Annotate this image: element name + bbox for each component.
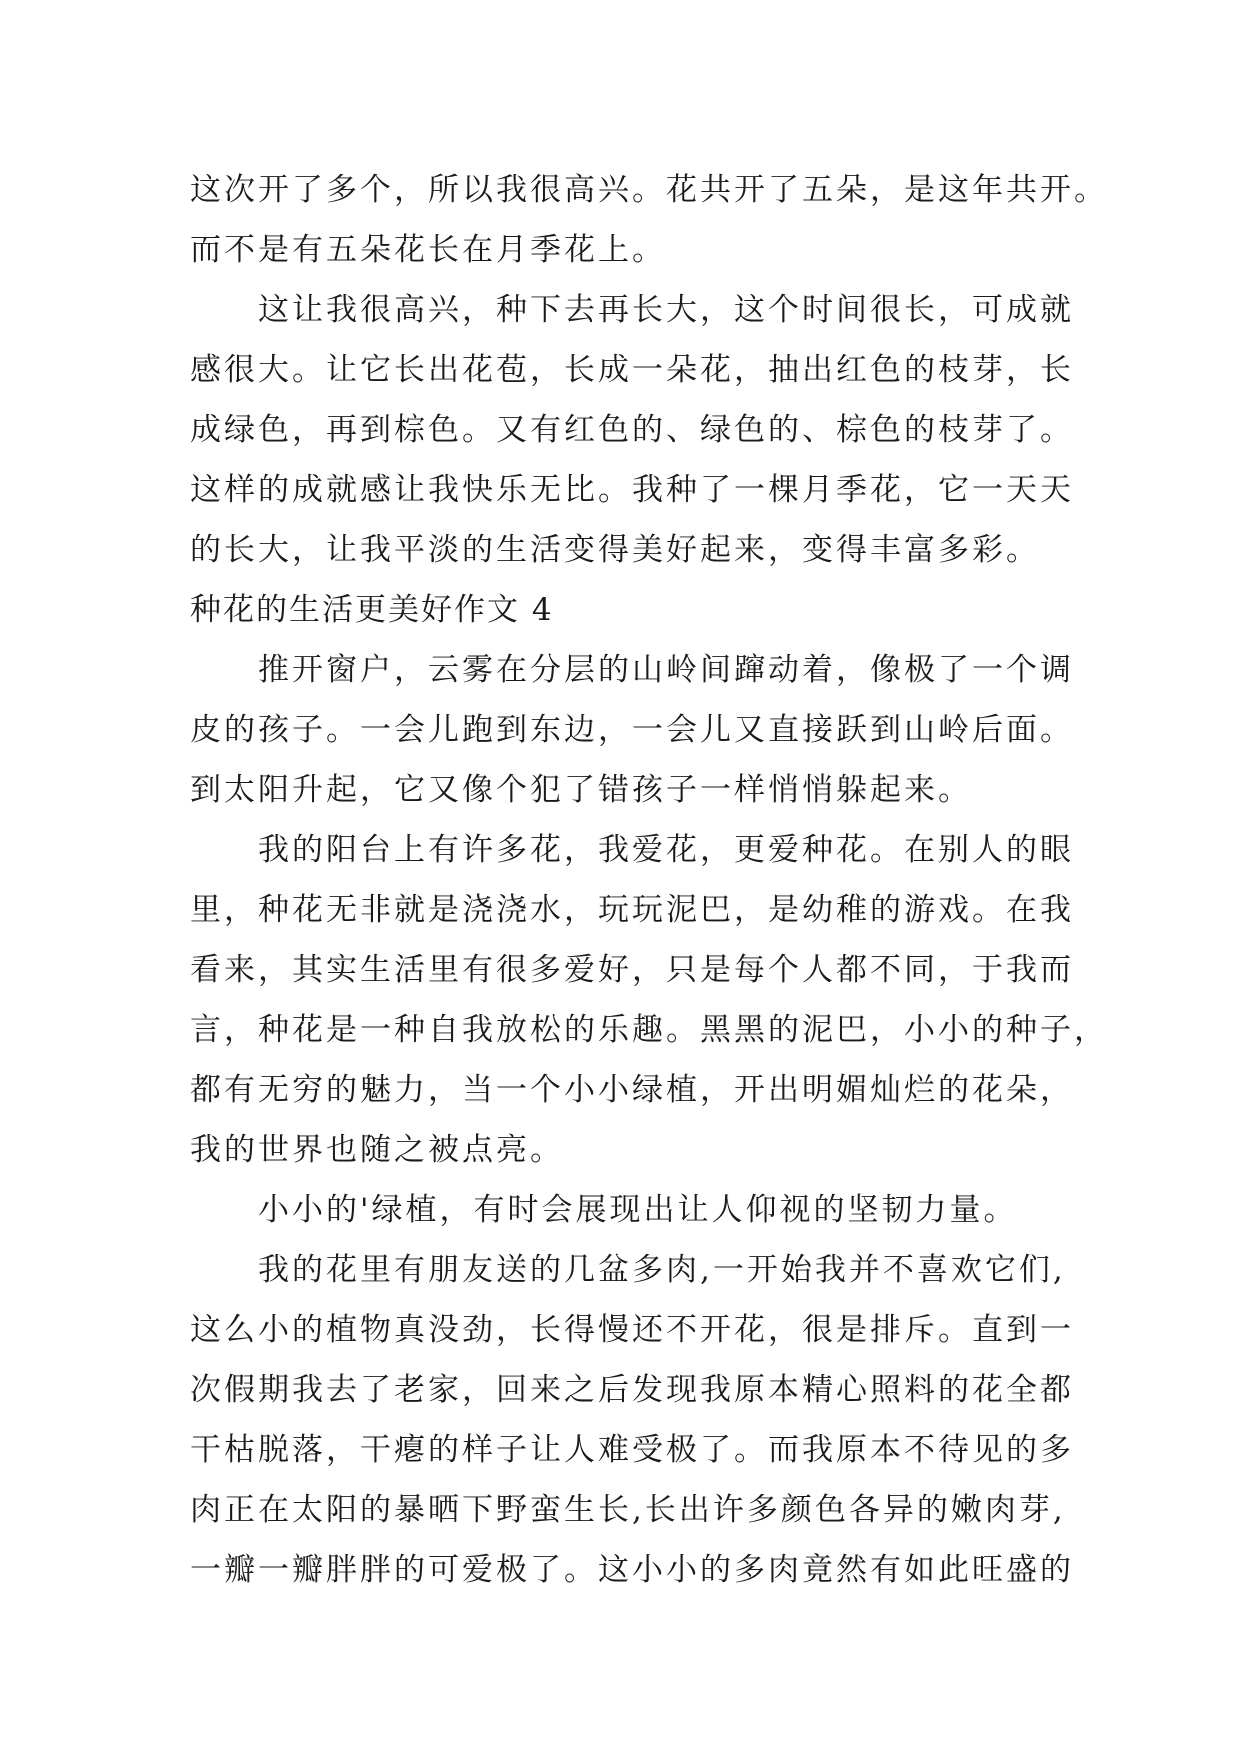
paragraph (190, 280, 1074, 580)
text-line: 次假期我去了老家，回来之后发现我原本精心照料的花全都 (190, 1372, 1074, 1408)
text-line: 看来，其实生活里有很多爱好，只是每个人都不同，于我而 (190, 952, 1074, 988)
text-line: 皮的孩子。一会儿跑到东边，一会儿又直接跃到山岭后面。 (190, 712, 1074, 748)
text-line: 这次开了多个，所以我很高兴。花共开了五朵，是这年共开。 (190, 172, 1108, 208)
text-line: 而不是有五朵花长在月季花上。 (190, 232, 666, 268)
text-line: 推开窗户，云雾在分层的山岭间蹿动着，像极了一个调 (258, 652, 1074, 688)
section-heading: 种花的生活更美好作文 4 (190, 592, 554, 628)
text-line: 小小的'绿植，有时会展现出让人仰视的坚韧力量。 (258, 1192, 1018, 1228)
text-line: 这让我很高兴，种下去再长大，这个时间很长，可成就 (258, 292, 1074, 328)
text-line: 里，种花无非就是浇浇水，玩玩泥巴，是幼稚的游戏。在我 (190, 892, 1074, 928)
text-line: 干枯脱落，干瘪的样子让人难受极了。而我原本不待见的多 (190, 1432, 1074, 1468)
text-line: 我的阳台上有许多花，我爱花，更爱种花。在别人的眼 (258, 832, 1074, 868)
paragraph (190, 640, 1074, 820)
paragraph (190, 1180, 1060, 1240)
paragraph (190, 820, 1108, 1180)
text-line: 一瓣一瓣胖胖的可爱极了。这小小的多肉竟然有如此旺盛的 (190, 1552, 1074, 1588)
text-line: 到太阳升起，它又像个犯了错孩子一样悄悄躲起来。 (190, 772, 972, 808)
text-line: 我的世界也随之被点亮。 (190, 1132, 564, 1168)
text-line: 我的花里有朋友送的几盆多肉,一开始我并不喜欢它们, (258, 1252, 1066, 1288)
document-body (190, 160, 1108, 1600)
text-line: 言，种花是一种自我放松的乐趣。黑黑的泥巴，小小的种子， (190, 1012, 1108, 1048)
text-line: 这样的成就感让我快乐无比。我种了一棵月季花，它一天天 (190, 472, 1074, 508)
text-line: 都有无穷的魅力，当一个小小绿植，开出明媚灿烂的花朵， (190, 1072, 1074, 1108)
text-line: 的长大，让我平淡的生活变得美好起来，变得丰富多彩。 (190, 532, 1040, 568)
text-line: 这么小的植物真没劲，长得慢还不开花，很是排斥。直到一 (190, 1312, 1074, 1348)
paragraph-continued (190, 160, 1108, 280)
text-line: 肉正在太阳的暴晒下野蛮生长,长出许多颜色各异的嫩肉芽, (190, 1492, 1066, 1528)
text-line: 感很大。让它长出花苞，长成一朵花，抽出红色的枝芽，长 (190, 352, 1074, 388)
text-line: 成绿色，再到棕色。又有红色的、绿色的、棕色的枝芽了。 (190, 412, 1074, 448)
paragraph (190, 1240, 1074, 1600)
